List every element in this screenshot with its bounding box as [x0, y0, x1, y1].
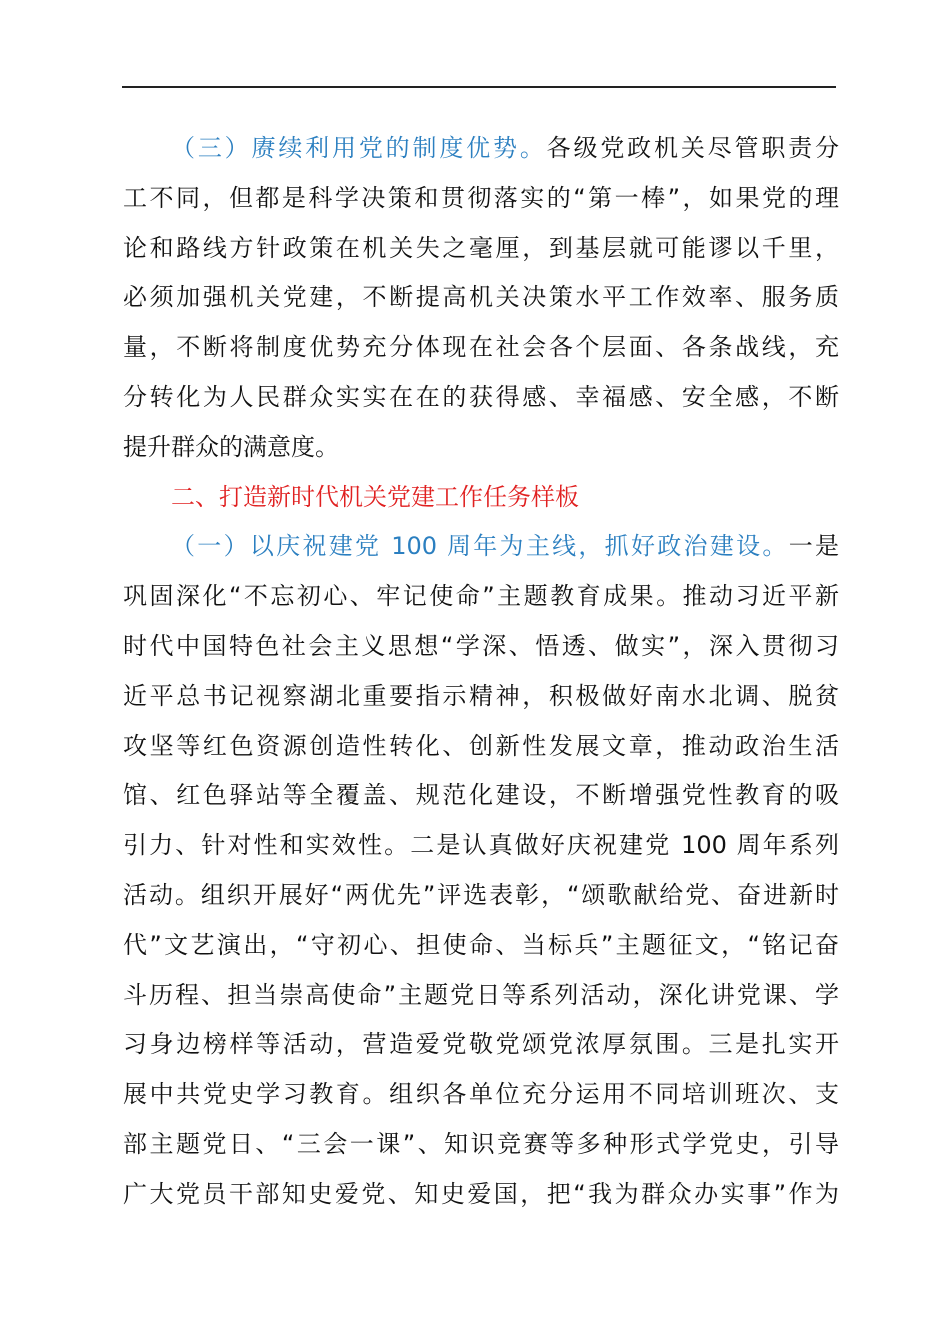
paragraph-line — [123, 871, 839, 921]
line-text: 分转化为人民群众实实在在的获得感、幸福感、安全感，不断 — [123, 382, 839, 411]
line-text: 代”文艺演出，“守初心、担使命、当标兵”主题征文，“铭记奋 — [123, 930, 839, 959]
paragraph-line — [123, 771, 839, 821]
line-text: 必须加强机关党建，不断提高机关决策水平工作效率、服务质 — [123, 283, 839, 312]
header-rule — [122, 86, 836, 88]
document-body — [123, 124, 839, 1220]
line-text: 工不同，但都是科学决策和贯彻落实的“第一棒”，如果党的理 — [123, 183, 839, 212]
line-text: 引力、针对性和实效性。二是认真做好庆祝建党 100 周年系列 — [123, 831, 839, 860]
line-text: 广大党员干部知史爱党、知史爱国，把“我为群众办实事”作为 — [123, 1179, 839, 1208]
line-text: 斗历程、担当崇高使命”主题党日等系列活动，深化讲党课、学 — [123, 980, 839, 1009]
line-text: 攻坚等红色资源创造性转化、创新性发展文章，推动政治生活 — [123, 731, 839, 760]
paragraph-line — [123, 522, 839, 572]
paragraph-line — [123, 572, 839, 622]
section-heading: （三）赓续利用党的制度优势。 — [171, 134, 547, 162]
line-text: 馆、红色驿站等全覆盖、规范化建设，不断增强党性教育的吸 — [123, 781, 839, 810]
line-text: 各级党政机关尽管职责分 — [546, 134, 840, 162]
paragraph-line — [123, 124, 839, 174]
paragraph-line — [123, 722, 839, 772]
line-text: 近平总书记视察湖北重要指示精神，积极做好南水北调、脱贫 — [123, 681, 839, 710]
paragraph-line — [123, 1170, 839, 1220]
line-text: 习身边榜样等活动，营造爱党敬党颂党浓厚氛围。三是扎实开 — [123, 1030, 839, 1059]
paragraph-line — [123, 672, 839, 722]
paragraph-line — [123, 224, 839, 274]
section-heading: （一）以庆祝建党 100 周年为主线，抓好政治建设。 — [171, 532, 789, 561]
paragraph-line — [123, 273, 839, 323]
paragraph-line — [123, 1120, 839, 1170]
line-text: 活动。组织开展好“两优先”评选表彰，“颂歌献给党、奋进新时 — [123, 880, 839, 909]
chapter-heading-line — [123, 473, 839, 523]
line-text: 量，不断将制度优势充分体现在社会各个层面、各条战线，充 — [123, 333, 839, 362]
paragraph-line — [123, 423, 839, 473]
line-text: 论和路线方针政策在机关失之毫厘，到基层就可能谬以千里， — [123, 233, 839, 262]
line-text: 时代中国特色社会主义思想“学深、悟透、做实”，深入贯彻习 — [123, 631, 839, 660]
paragraph-line — [123, 971, 839, 1021]
line-text: 巩固深化“不忘初心、牢记使命”主题教育成果。推动习近平新 — [123, 582, 839, 611]
line-text: 部主题党日、“三会一课”、知识竞赛等多种形式学党史，引导 — [123, 1129, 839, 1158]
paragraph-line — [123, 821, 839, 871]
paragraph-line — [123, 1070, 839, 1120]
paragraph-line — [123, 174, 839, 224]
line-text: 提升群众的满意度。 — [123, 432, 339, 461]
paragraph-line — [123, 323, 839, 373]
paragraph-line — [123, 622, 839, 672]
paragraph-line — [123, 373, 839, 423]
line-text: 展中共党史学习教育。组织各单位充分运用不同培训班次、支 — [123, 1080, 839, 1109]
paragraph-line — [123, 921, 839, 971]
chapter-heading: 二、打造新时代机关党建工作任务样板 — [171, 482, 579, 511]
paragraph-line — [123, 1020, 839, 1070]
line-text: 一是 — [788, 532, 839, 561]
